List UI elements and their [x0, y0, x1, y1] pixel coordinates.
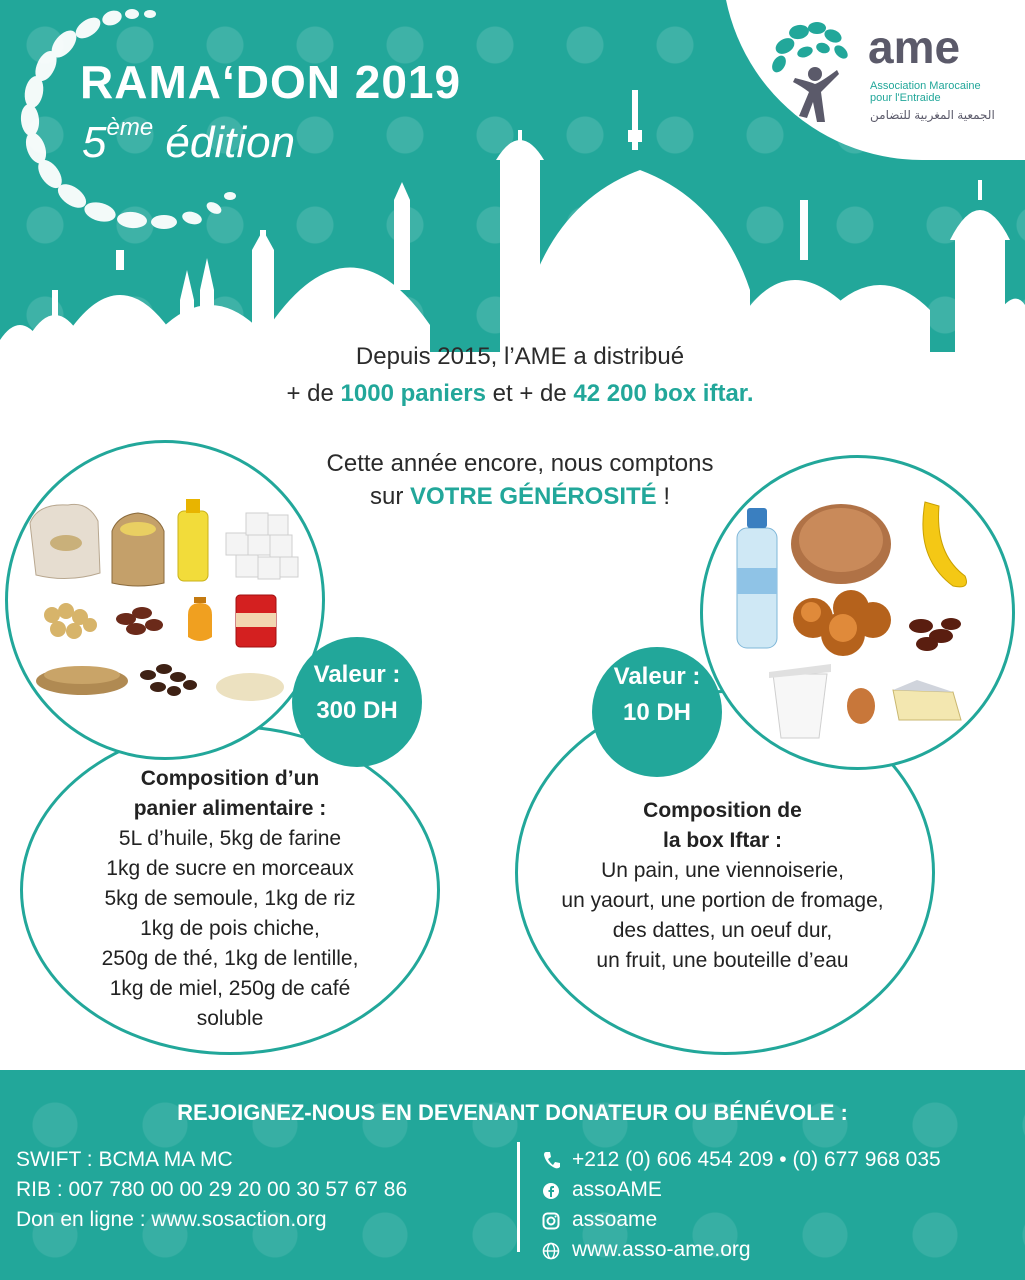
box-photo-circle — [700, 455, 1015, 770]
intro-line-2: + de 1000 paniers et + de 42 200 box iftar. — [286, 380, 754, 407]
logo-tagline-line2: pour l'Entraide — [870, 92, 941, 104]
ame-tree-logo-icon — [765, 18, 860, 128]
edition-subtitle: 5ème édition — [82, 114, 296, 167]
panier-food-items-illustration — [8, 443, 328, 763]
rib-number: RIB : 007 780 00 00 29 20 00 30 57 67 86 — [16, 1178, 408, 1201]
footer-heading: REJOIGNEZ-NOUS EN DEVENANT DONATEUR OU BÉNÉVOLE : — [177, 1100, 848, 1125]
facebook-handle[interactable]: assoAME — [572, 1178, 662, 1201]
phone-numbers[interactable]: +212 (0) 606 454 209 • (0) 677 968 035 — [572, 1148, 941, 1171]
facebook-icon — [542, 1182, 560, 1200]
website-link[interactable]: www.asso-ame.org — [572, 1238, 751, 1261]
logo-arabic-name: الجمعية المغربية للتضامن — [870, 108, 995, 122]
instagram-handle[interactable]: assoame — [572, 1208, 658, 1231]
swift-code: SWIFT : BCMA MA MC — [16, 1148, 233, 1171]
globe-icon — [542, 1242, 560, 1260]
footer-divider — [517, 1142, 520, 1252]
online-donation-link[interactable]: Don en ligne : www.sosaction.org — [16, 1208, 327, 1231]
box-value-badge: Valeur : 10 DH — [592, 647, 722, 777]
phone-icon — [542, 1150, 560, 1170]
panier-photo-circle — [5, 440, 325, 760]
panier-value-badge: Valeur : 300 DH — [292, 637, 422, 767]
campaign-title: RAMA‘DON 2019 — [80, 56, 462, 108]
box-food-items-illustration — [703, 458, 1018, 773]
box-composition-text: Composition de la box Iftar : Un pain, une viennoiserie, un yaourt, une portion de fromage, des dattes, un oeuf dur, un fruit, une bouteille d’eau — [561, 799, 884, 972]
instagram-icon — [542, 1212, 560, 1230]
intro-line-4: sur VOTRE GÉNÉROSITÉ ! — [369, 483, 671, 510]
intro-line-3: Cette année encore, nous comptons — [326, 450, 714, 477]
panier-composition-text: Composition d’un panier alimentaire : 5L d’huile, 5kg de farine 1kg de sucre en morceaux 5kg de semoule, 1kg de riz 1kg de pois chiche, 250g de thé, 1kg de lentille, 1kg de miel, 250g de café soluble — [101, 767, 359, 1030]
logo-name: ame — [868, 21, 961, 73]
logo-tagline-line1: Association Marocaine — [870, 80, 981, 92]
intro-line-1: Depuis 2015, l’AME a distribué — [355, 343, 685, 370]
